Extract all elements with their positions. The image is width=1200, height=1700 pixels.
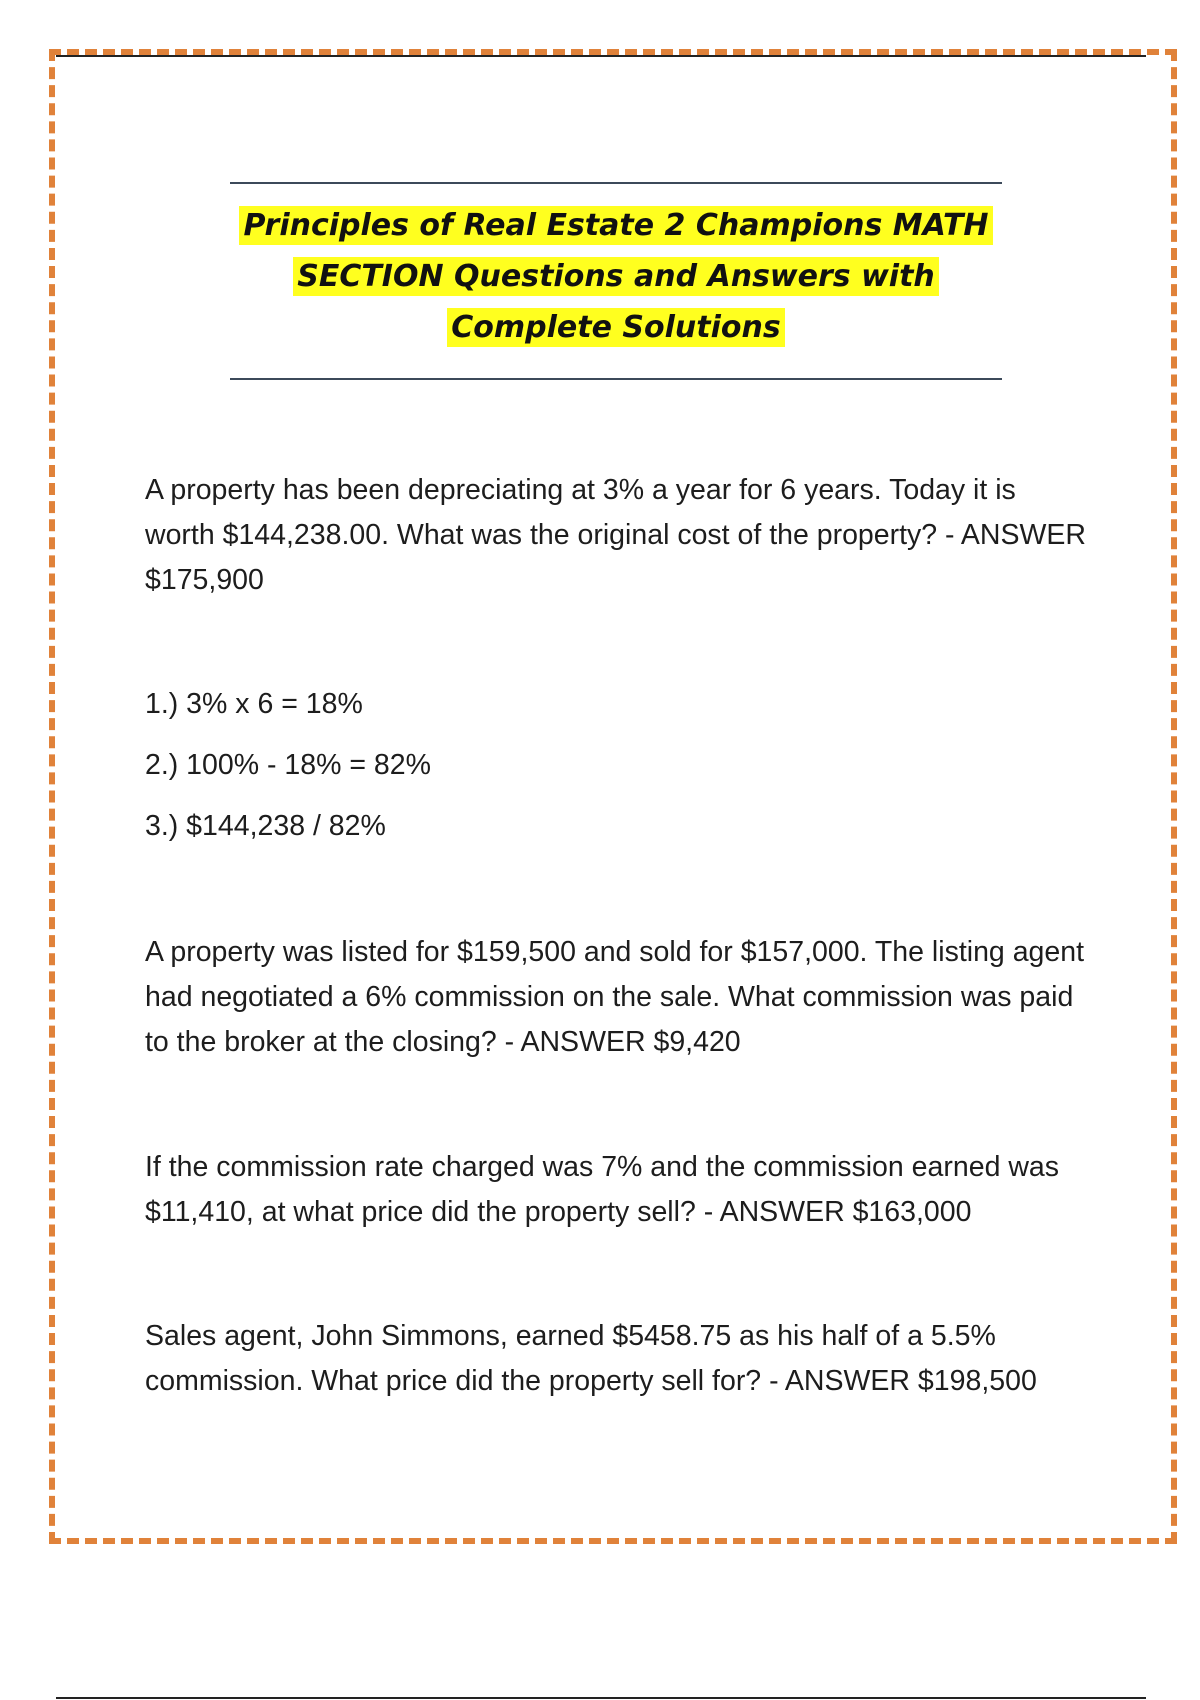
document-title: [220, 200, 1012, 353]
title-rule-bottom: [230, 378, 1002, 380]
title-highlight: Principles of Real Estate 2 Champions MATH SECTION Questions and Answers with Complete Solutions: [239, 206, 992, 347]
bottom-page-rule: [56, 1697, 1146, 1699]
title-rule-top: [230, 182, 1002, 184]
question-3: If the commission rate charged was 7% and the commission earned was $11,410, at what price did the property sell? - ANSWER $163,000: [145, 1151, 1060, 1228]
solution-step-2: 2.) 100% - 18% = 82%: [145, 749, 431, 781]
question-2: A property was listed for $159,500 and sold for $157,000. The listing agent had negotiated a 6% commission on the sale. What commission was paid to the broker at the closing? - ANSWER $9,420: [145, 936, 1085, 1058]
question-4: Sales agent, John Simmons, earned $5458.75 as his half of a 5.5% commission. What price did the property sell for? - ANSWER $198,500: [145, 1320, 1037, 1397]
solution-step-3: 3.) $144,238 / 82%: [145, 810, 386, 842]
question-1: A property has been depreciating at 3% a year for 6 years. Today it is worth $144,238.00. What was the original cost of the property? - ANSWER $175,900: [145, 474, 1086, 596]
solution-step-1: 1.) 3% x 6 = 18%: [145, 688, 363, 720]
solution-steps: [145, 682, 1090, 865]
